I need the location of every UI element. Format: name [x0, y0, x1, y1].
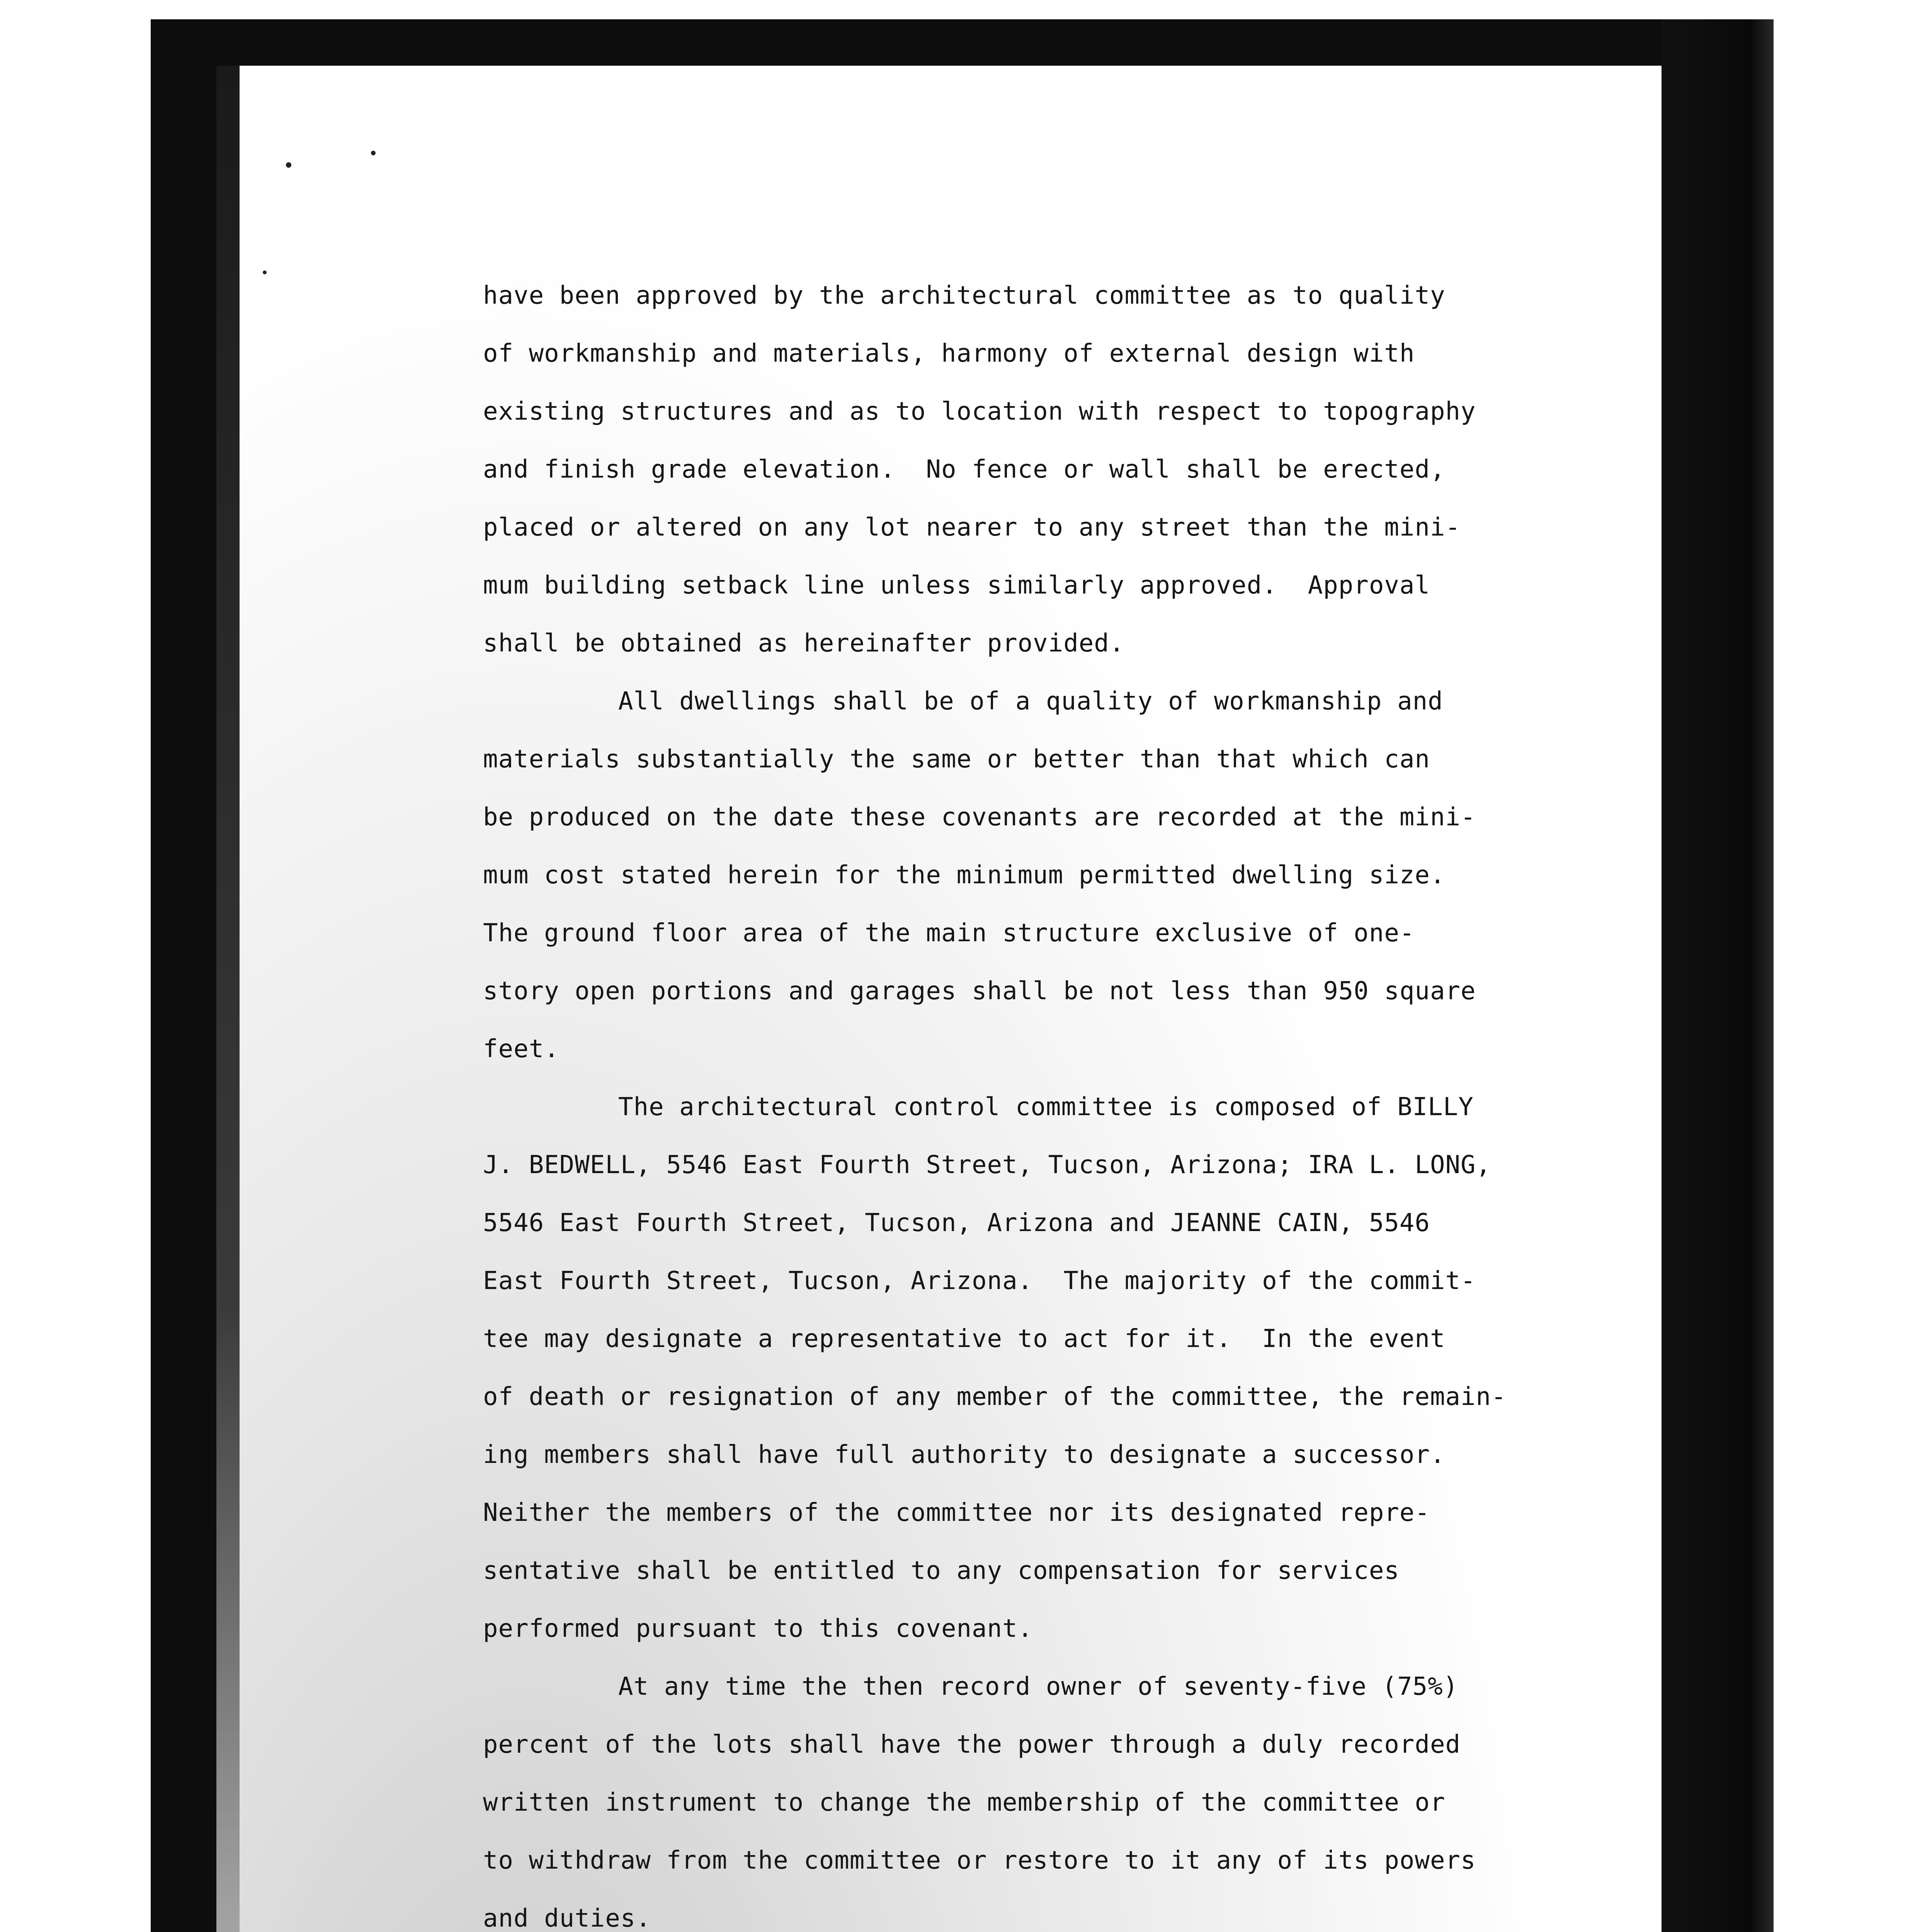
text-line: performed pursuant to this covenant.: [483, 1614, 1033, 1643]
text-line: existing structures and as to location with respect to topography: [483, 397, 1476, 426]
scan-frame-right: [1662, 19, 1774, 1932]
paragraph: [483, 1078, 1623, 1658]
text-line: have been approved by the architectural committee as to quality: [483, 281, 1446, 310]
text-line: ing members shall have full authority to designate a successor.: [483, 1440, 1446, 1469]
paragraph: [483, 1658, 1623, 1932]
text-line: mum cost stated herein for the minimum permitted dwelling size.: [483, 861, 1446, 889]
text-line: written instrument to change the membership of the committee or: [483, 1788, 1446, 1817]
text-line: percent of the lots shall have the power through a duly recorded: [483, 1730, 1461, 1759]
scan-speck: [263, 270, 267, 274]
text-line: The ground floor area of the main structure exclusive of one-: [483, 919, 1415, 947]
paragraph: [483, 672, 1623, 1078]
text-line: sentative shall be entitled to any compensation for services: [483, 1556, 1400, 1585]
text-line: placed or altered on any lot nearer to any street than the mini-: [483, 513, 1461, 542]
text-line: materials substantially the same or better than that which can: [483, 745, 1430, 774]
text-line: mum building setback line unless similarly approved. Approval: [483, 571, 1430, 600]
text-line: All dwellings shall be of a quality of workmanship and: [618, 687, 1443, 716]
text-line: Neither the members of the committee nor its designated repre-: [483, 1498, 1430, 1527]
text-line: 5546 East Fourth Street, Tucson, Arizona and JEANNE CAIN, 5546: [483, 1209, 1430, 1237]
text-line: and duties.: [483, 1904, 651, 1932]
scan-speck: [371, 151, 376, 155]
paragraph: [483, 267, 1623, 672]
text-line: be produced on the date these covenants are recorded at the mini-: [483, 803, 1476, 832]
text-line: feet.: [483, 1035, 560, 1063]
scan-frame-left-shadow: [216, 66, 240, 1932]
text-line: J. BEDWELL, 5546 East Fourth Street, Tucson, Arizona; IRA L. LONG,: [483, 1151, 1492, 1179]
text-line: tee may designate a representative to act for it. In the event: [483, 1325, 1446, 1353]
scan-frame-top: [151, 19, 1774, 66]
text-line: and finish grade elevation. No fence or wall shall be erected,: [483, 455, 1446, 484]
text-line: At any time the then record owner of seventy-five (75%): [618, 1672, 1459, 1701]
text-line: East Fourth Street, Tucson, Arizona. The majority of the commit-: [483, 1267, 1476, 1295]
text-line: of death or resignation of any member of the committee, the remain-: [483, 1383, 1507, 1411]
scan-speck: [286, 162, 291, 168]
text-line: story open portions and garages shall be not less than 950 square: [483, 977, 1476, 1005]
text-line: shall be obtained as hereinafter provided.: [483, 629, 1125, 658]
text-line: to withdraw from the committee or restore to it any of its powers: [483, 1846, 1476, 1875]
text-line: of workmanship and materials, harmony of external design with: [483, 339, 1415, 368]
document-body: [483, 267, 1623, 1932]
text-line: The architectural control committee is composed of BILLY: [618, 1093, 1474, 1121]
